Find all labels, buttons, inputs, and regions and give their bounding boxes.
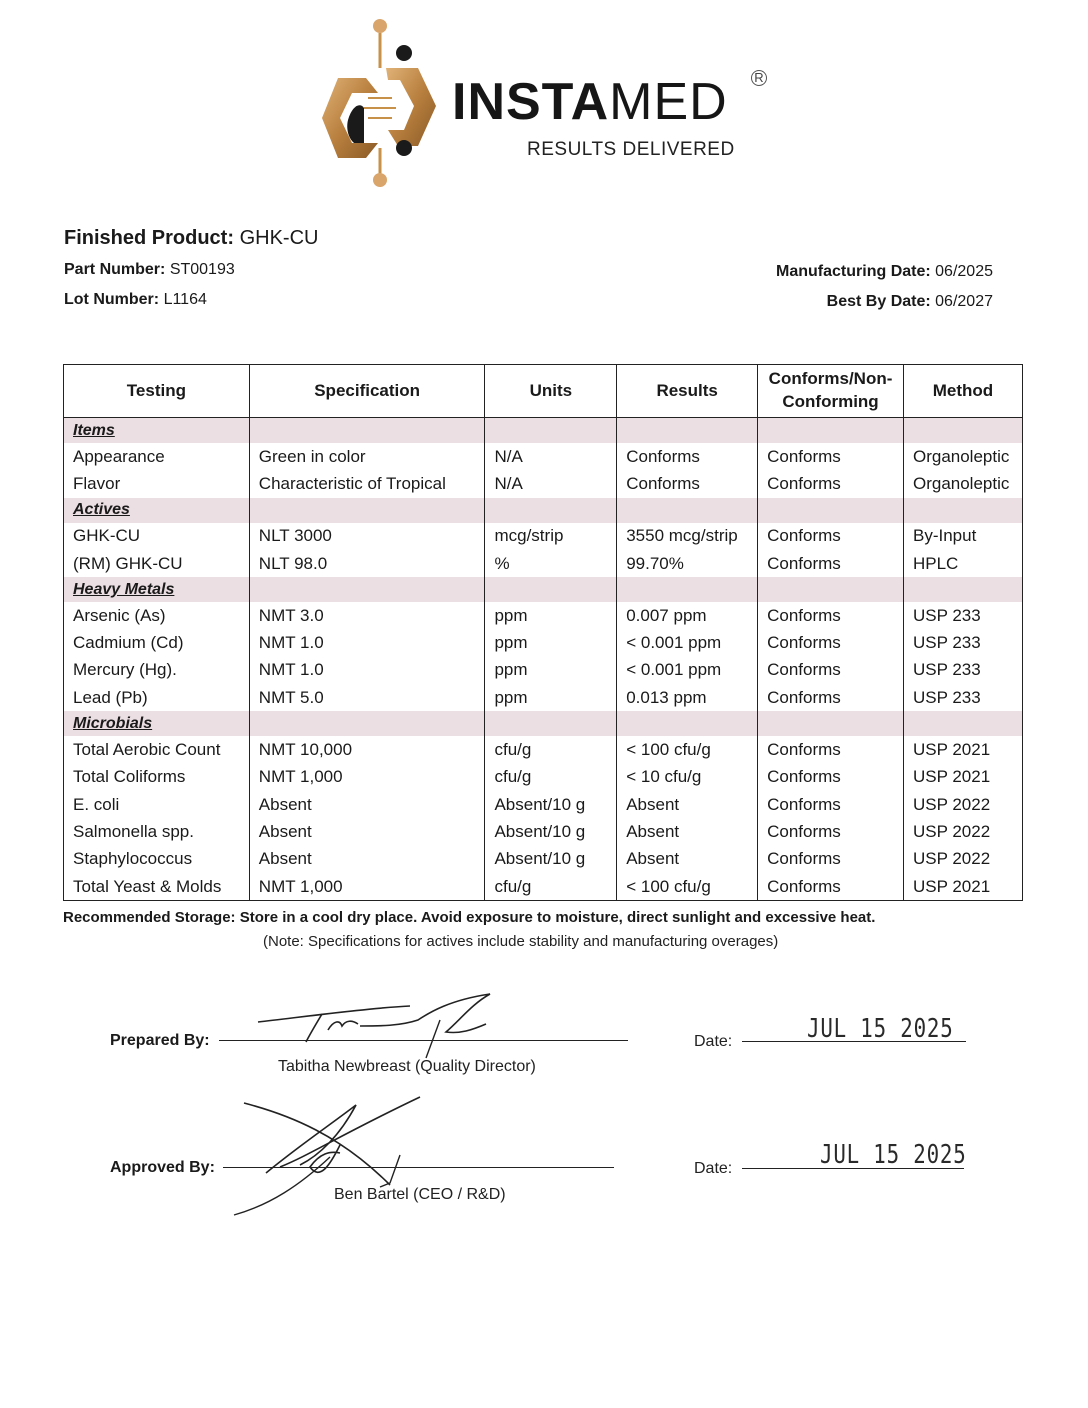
specification-cell: Green in color [249,443,485,470]
units-cell: cfu/g [485,873,617,901]
method-cell: USP 233 [903,629,1022,656]
table-row [64,818,1023,845]
prepared-date-label: Date: [694,1033,733,1050]
result-cell: 0.013 ppm [617,684,758,711]
part-number: Part Number: ST00193 [64,261,235,278]
section-cell [758,711,904,736]
result-cell: Absent [617,791,758,818]
units-cell: N/A [485,470,617,497]
section-cell [903,577,1022,602]
specification-cell: NLT 3000 [249,523,485,550]
test-name-cell: Appearance [64,443,250,470]
header-method: Method [903,365,1022,418]
header-testing: Testing [64,365,250,418]
section-cell [903,498,1022,523]
product-title: Finished Product: GHK-CU [64,227,319,249]
section-cell [249,418,485,444]
table-row [64,443,1023,470]
conformance-cell: Conforms [758,629,904,656]
section-cell [903,418,1022,444]
header-conformance: Conforms/Non-Conforming [758,365,904,418]
method-cell: USP 2021 [903,873,1022,901]
test-name-cell: Lead (Pb) [64,684,250,711]
method-cell: HPLC [903,550,1022,577]
result-cell: < 0.001 ppm [617,629,758,656]
conformance-cell: Conforms [758,470,904,497]
units-cell: N/A [485,443,617,470]
section-cell [903,711,1022,736]
units-cell: ppm [485,684,617,711]
units-cell: ppm [485,629,617,656]
section-cell [617,418,758,444]
test-name-cell: GHK-CU [64,523,250,550]
section-cell [617,498,758,523]
result-cell: < 100 cfu/g [617,736,758,763]
manufacturing-date: Manufacturing Date: 06/2025 [776,263,993,280]
registered-trademark-icon: R [751,70,767,86]
result-cell: Conforms [617,443,758,470]
table-row [64,736,1023,763]
conformance-cell: Conforms [758,764,904,791]
section-cell [249,577,485,602]
storage-instructions: Recommended Storage: Store in a cool dry place. Avoid exposure to moisture, direct sunlight and excessive heat. [63,909,876,926]
table-row [64,470,1023,497]
method-cell: By-Input [903,523,1022,550]
table-row [64,873,1023,901]
result-cell: < 0.001 ppm [617,657,758,684]
table-row [64,764,1023,791]
section-cell [249,498,485,523]
result-cell: < 10 cfu/g [617,764,758,791]
prepared-date-stamp: JUL 15 2025 [807,1014,954,1044]
specification-cell: Absent [249,846,485,873]
test-name-cell: Salmonella spp. [64,818,250,845]
result-cell: Conforms [617,470,758,497]
conformance-cell: Conforms [758,602,904,629]
section-cell [758,498,904,523]
units-cell: ppm [485,602,617,629]
test-name-cell: Total Yeast & Molds [64,873,250,901]
header-specification: Specification [249,365,485,418]
result-cell: Absent [617,846,758,873]
specification-cell: NMT 5.0 [249,684,485,711]
method-cell: USP 2022 [903,846,1022,873]
prepared-by-label: Prepared By: [110,1032,210,1049]
specification-cell: Absent [249,791,485,818]
method-cell: USP 2021 [903,736,1022,763]
units-cell: cfu/g [485,764,617,791]
section-cell [617,577,758,602]
section-header-row [64,498,1023,523]
table-header-row [64,365,1023,418]
approved-by-label: Approved By: [110,1159,215,1176]
section-title: Items [64,418,250,444]
specification-cell: NLT 98.0 [249,550,485,577]
brand-tagline: RESULTS DELIVERED [527,139,735,160]
result-cell: 0.007 ppm [617,602,758,629]
units-cell: cfu/g [485,736,617,763]
section-cell [758,418,904,444]
section-cell [485,498,617,523]
table-row [64,657,1023,684]
approved-date-label: Date: [694,1160,733,1177]
conformance-cell: Conforms [758,873,904,901]
table-row [64,791,1023,818]
specification-note: (Note: Specifications for actives include stability and manufacturing overages) [263,933,779,950]
units-cell: % [485,550,617,577]
test-name-cell: Flavor [64,470,250,497]
result-cell: < 100 cfu/g [617,873,758,901]
section-header-row [64,418,1023,444]
specification-cell: NMT 1.0 [249,629,485,656]
conformance-cell: Conforms [758,523,904,550]
units-cell: mcg/strip [485,523,617,550]
units-cell: Absent/10 g [485,791,617,818]
header-results: Results [617,365,758,418]
table-row [64,684,1023,711]
method-cell: Organoleptic [903,443,1022,470]
method-cell: USP 233 [903,602,1022,629]
table-row [64,846,1023,873]
specification-cell: NMT 3.0 [249,602,485,629]
prepared-signature-icon [250,990,500,1060]
header-units: Units [485,365,617,418]
coa-results-table [63,364,1023,901]
table-row [64,602,1023,629]
result-cell: 99.70% [617,550,758,577]
section-title: Heavy Metals [64,577,250,602]
approved-date-stamp: JUL 15 2025 [820,1140,967,1170]
section-title: Actives [64,498,250,523]
units-cell: ppm [485,657,617,684]
section-cell [485,418,617,444]
table-row [64,629,1023,656]
method-cell: USP 233 [903,657,1022,684]
conformance-cell: Conforms [758,657,904,684]
brand-name-light: MED [609,73,728,131]
specification-cell: NMT 1,000 [249,873,485,901]
method-cell: USP 2022 [903,818,1022,845]
conformance-cell: Conforms [758,791,904,818]
test-name-cell: E. coli [64,791,250,818]
section-header-row [64,711,1023,736]
conformance-cell: Conforms [758,443,904,470]
specification-cell: NMT 10,000 [249,736,485,763]
specification-cell: NMT 1.0 [249,657,485,684]
test-name-cell: Staphylococcus [64,846,250,873]
test-name-cell: Total Coliforms [64,764,250,791]
section-cell [758,577,904,602]
test-name-cell: Mercury (Hg). [64,657,250,684]
conformance-cell: Conforms [758,736,904,763]
brand-name [452,73,728,131]
prepared-by-name: Tabitha Newbreast (Quality Director) [278,1058,536,1075]
approved-by-name: Ben Bartel (CEO / R&D) [334,1186,506,1203]
section-header-row [64,577,1023,602]
test-name-cell: Cadmium (Cd) [64,629,250,656]
method-cell: USP 2021 [903,764,1022,791]
table-row [64,550,1023,577]
specification-cell: NMT 1,000 [249,764,485,791]
section-title: Microbials [64,711,250,736]
test-name-cell: (RM) GHK-CU [64,550,250,577]
test-name-cell: Total Aerobic Count [64,736,250,763]
method-cell: Organoleptic [903,470,1022,497]
units-cell: Absent/10 g [485,846,617,873]
specification-cell: Absent [249,818,485,845]
result-cell: 3550 mcg/strip [617,523,758,550]
units-cell: Absent/10 g [485,818,617,845]
method-cell: USP 2022 [903,791,1022,818]
conformance-cell: Conforms [758,684,904,711]
test-name-cell: Arsenic (As) [64,602,250,629]
brand-name-bold: INSTA [452,73,610,131]
table-row [64,523,1023,550]
best-by-date: Best By Date: 06/2027 [826,293,993,310]
conformance-cell: Conforms [758,550,904,577]
conformance-cell: Conforms [758,846,904,873]
method-cell: USP 233 [903,684,1022,711]
section-cell [249,711,485,736]
result-cell: Absent [617,818,758,845]
specification-cell: Characteristic of Tropical [249,470,485,497]
conformance-cell: Conforms [758,818,904,845]
section-cell [617,711,758,736]
section-cell [485,577,617,602]
lot-number: Lot Number: L1164 [64,291,207,308]
section-cell [485,711,617,736]
